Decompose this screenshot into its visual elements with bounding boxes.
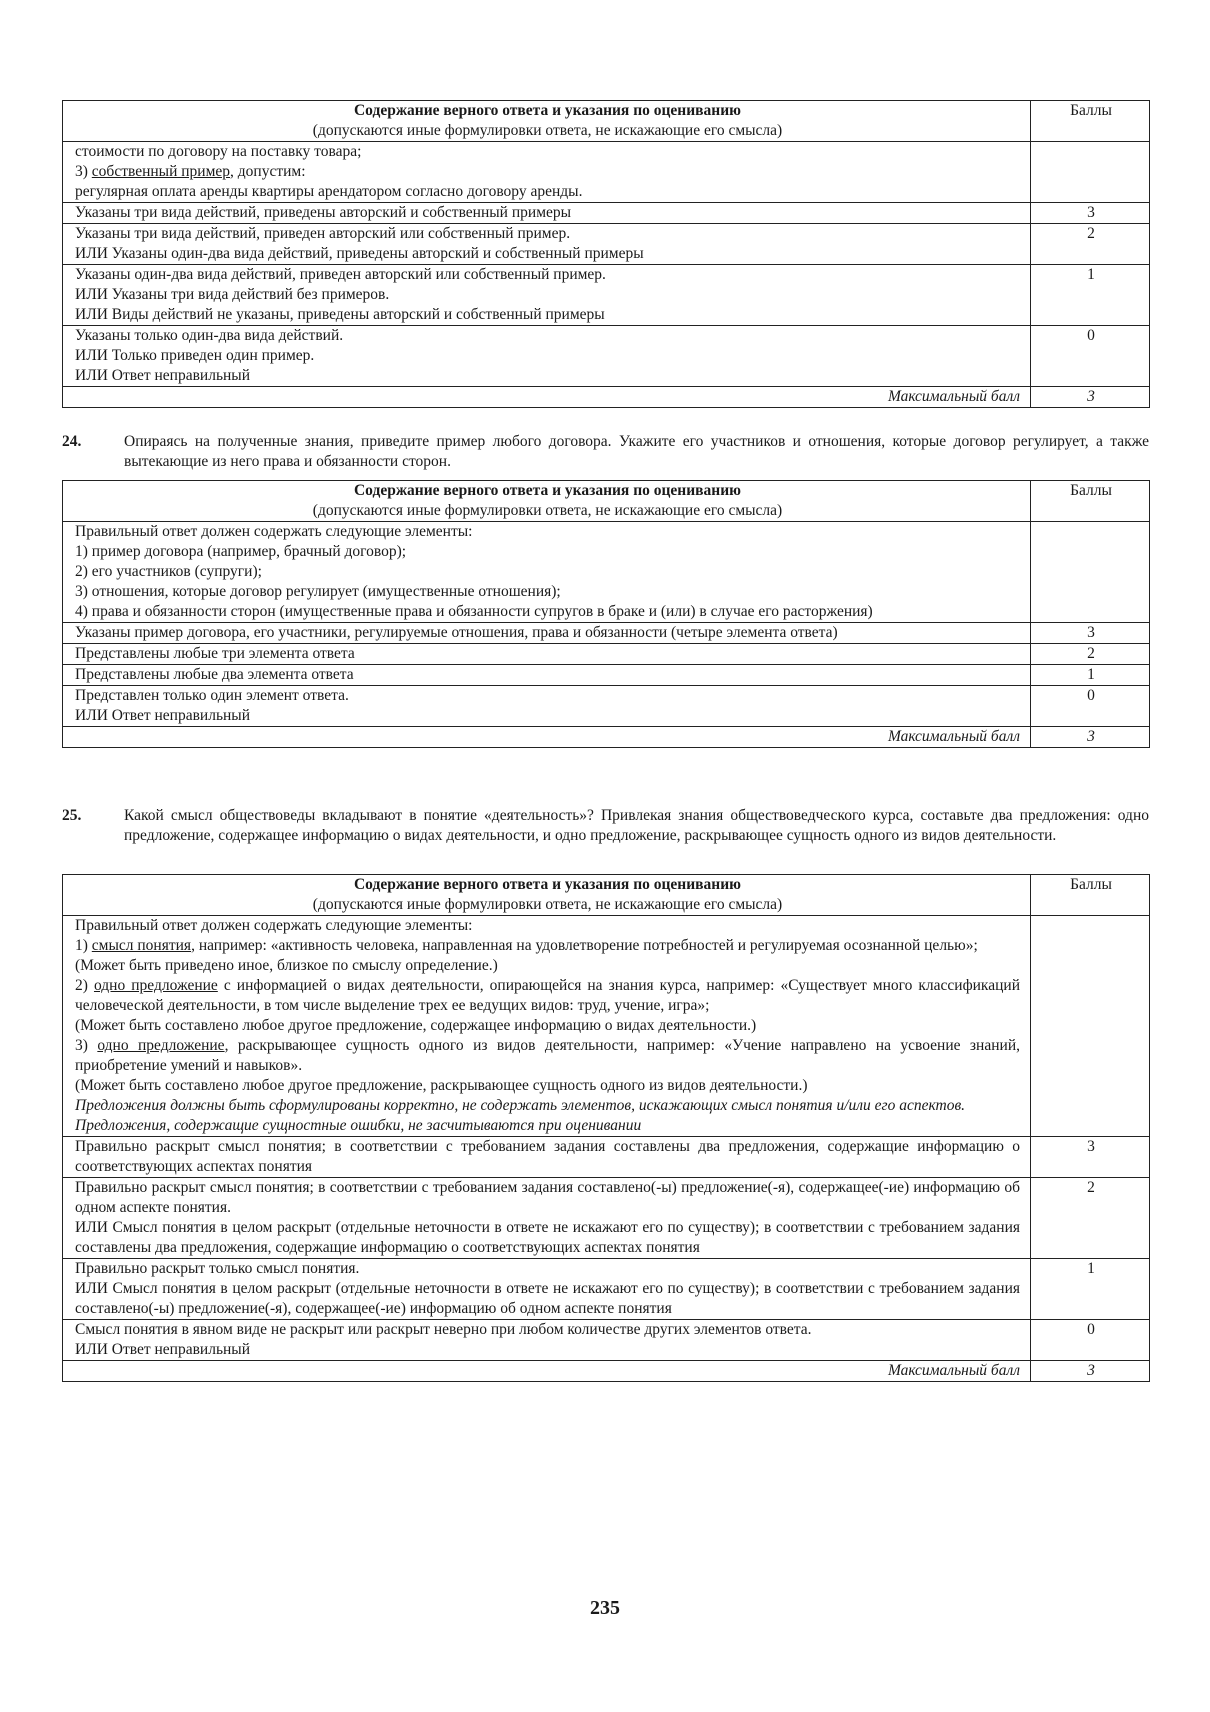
elements-intro: Правильный ответ должен содержать следующие элементы: (75, 523, 473, 540)
underlined-term: собственный пример (91, 163, 231, 180)
question-number: 24. (62, 433, 82, 450)
answer-content (63, 142, 1031, 203)
criterion-text: ИЛИ Только приведен один пример. (75, 347, 315, 364)
table-header-row (63, 481, 1150, 522)
criterion-text: Представлен только один элемент ответа. (75, 687, 349, 704)
answer-element: 4) права и обязанности сторон (имущественные права и обязанности супругов в браке и (или) в случае его расторжения) (75, 603, 873, 620)
italic-instruction: Предложения, содержащие сущностные ошибки, не засчитываются при оценивании (75, 1117, 642, 1134)
empty-score-cell (1031, 522, 1150, 623)
page-number: 235 (590, 1597, 620, 1619)
element-note: (Может быть составлено любое другое предложение, раскрывающее сущность одного из видов деятельности.) (75, 1077, 808, 1094)
element-note: (Может быть приведено иное, близкое по смыслу определение.) (75, 957, 498, 974)
score-value: 0 (1031, 1320, 1150, 1361)
max-score-label: Максимальный балл (63, 1361, 1031, 1382)
criterion-text: Представлены любые два элемента ответа (75, 666, 354, 683)
criteria-header (63, 875, 1031, 916)
content-line: 3) собственный пример, допустим: (75, 163, 306, 180)
criteria-header (63, 481, 1031, 522)
score-row (63, 644, 1150, 665)
content-line: регулярная оплата аренды квартиры арендатором согласно договору аренды. (75, 183, 583, 200)
question-25 (62, 806, 1149, 846)
table-header-row (63, 875, 1150, 916)
element-text: , например: «активность человека, направленная на удовлетворение потребностей и регулируемая осознанной целью»; (191, 937, 978, 954)
criteria-header-title: Содержание верного ответа и указания по оцениванию (353, 102, 741, 119)
criterion-text: Правильно раскрыт смысл понятия; в соответствии с требованием задания составлено(-ы) предложение(-я), содержащее(-ие) информацию об одном аспекте понятия. (75, 1179, 1020, 1216)
answer-element: 1) пример договора (например, брачный договор); (75, 543, 407, 560)
score-row (63, 265, 1150, 326)
underlined-term: одно предложение (97, 1037, 225, 1054)
criterion-text: ИЛИ Смысл понятия в целом раскрыт (отдельные неточности в ответе не искажают его по существу); в соответствии с требованием задания составлены два предложения, содержащие информацию о соответствующих аспектах понятия (75, 1219, 1020, 1256)
score-row (63, 686, 1150, 727)
max-score-value: 3 (1031, 727, 1150, 748)
criterion-text: ИЛИ Указаны один-два вида действий, приведены авторский и собственный примеры (75, 245, 644, 262)
element-number: 1) (75, 937, 92, 954)
element-note: (Может быть составлено любое другое предложение, содержащее информацию о видах деятельности.) (75, 1017, 757, 1034)
points-header: Баллы (1031, 101, 1150, 142)
score-value: 3 (1031, 623, 1150, 644)
criterion-text: Указаны пример договора, его участники, регулируемые отношения, права и обязанности (четыре элемента ответа) (75, 624, 838, 641)
score-value: 2 (1031, 224, 1150, 265)
question-text: Опираясь на полученные знания, приведите пример любого договора. Укажите его участников и отношения, которые договор регулирует, а также вытекающие из него права и обязанности сторон. (124, 433, 1149, 470)
criterion-text: Указаны три вида действий, приведены авторский и собственный примеры (75, 204, 572, 221)
answer-elements-row (63, 522, 1150, 623)
elements-intro: Правильный ответ должен содержать следующие элементы: (75, 917, 473, 934)
criteria-header-subtitle: (допускаются иные формулировки ответа, не искажающие его смысла) (312, 896, 783, 913)
grading-table-24 (62, 480, 1150, 748)
question-text: Какой смысл обществоведы вкладывают в понятие «деятельность»? Привлекая знания обществоведческого курса, составьте два предложения: одно предложение, содержащее информацию о видах деятельности, и одно предложение, раскрывающее сущность одного из видов деятельности. (124, 807, 1149, 844)
score-value: 0 (1031, 326, 1150, 387)
grading-table-23 (62, 100, 1150, 408)
criterion-text: Правильно раскрыт только смысл понятия. (75, 1260, 360, 1277)
element-text: с информацией о видах деятельности, опирающейся на знания курса, например: «Существует много классификаций человеческой деятельности, в том числе выделение трех ее ведущих видов: труд, учение, игра»; (75, 977, 1020, 1014)
criterion-text: ИЛИ Указаны три вида действий без примеров. (75, 286, 390, 303)
underlined-term: одно предложение (93, 977, 218, 994)
criteria-header-title: Содержание верного ответа и указания по оцениванию (353, 482, 741, 499)
score-row (63, 326, 1150, 387)
max-score-label: Максимальный балл (63, 727, 1031, 748)
criterion-text: ИЛИ Виды действий не указаны, приведены авторский и собственный примеры (75, 306, 605, 323)
score-row (63, 623, 1150, 644)
score-value: 1 (1031, 265, 1150, 326)
answer-element (75, 936, 1020, 956)
points-header: Баллы (1031, 481, 1150, 522)
answer-elements (63, 522, 1031, 623)
question-24 (62, 432, 1149, 472)
score-value: 1 (1031, 665, 1150, 686)
question-number: 25. (62, 807, 82, 824)
empty-score-cell (1031, 142, 1150, 203)
score-value: 2 (1031, 1178, 1150, 1259)
max-score-row (63, 727, 1150, 748)
answer-elements (63, 916, 1031, 1137)
answer-element: 2) его участников (супруги); (75, 563, 262, 580)
score-row (63, 665, 1150, 686)
answer-elements-row (63, 916, 1150, 1137)
empty-score-cell (1031, 916, 1150, 1137)
criterion-text: Указаны один-два вида действий, приведен авторский или собственный пример. (75, 266, 606, 283)
criterion-text: Представлены любые три элемента ответа (75, 645, 355, 662)
score-row (63, 1178, 1150, 1259)
max-score-row (63, 387, 1150, 408)
italic-instruction: Предложения должны быть сформулированы корректно, не содержать элементов, искажающих смысл понятия и/или его аспектов. (75, 1097, 966, 1114)
criterion-text: ИЛИ Ответ неправильный (75, 707, 251, 724)
score-value: 0 (1031, 686, 1150, 727)
criterion-text: Смысл понятия в явном виде не раскрыт или раскрыт неверно при любом количестве других элементов ответа. (75, 1321, 812, 1338)
score-value: 2 (1031, 644, 1150, 665)
criterion-text: Указаны три вида действий, приведен авторский или собственный пример. (75, 225, 571, 242)
max-score-label: Максимальный балл (63, 387, 1031, 408)
criterion-text: ИЛИ Ответ неправильный (75, 1341, 251, 1358)
criterion-text: Правильно раскрыт смысл понятия; в соответствии с требованием задания составлены два предложения, содержащие информацию о соответствующих аспектах понятия (75, 1138, 1020, 1175)
score-row (63, 203, 1150, 224)
table-header-row (63, 101, 1150, 142)
max-score-value: 3 (1031, 1361, 1150, 1382)
criteria-header (63, 101, 1031, 142)
max-score-value: 3 (1031, 387, 1150, 408)
criteria-header-title: Содержание верного ответа и указания по оцениванию (353, 876, 741, 893)
underlined-term: смысл понятия (91, 937, 192, 954)
answer-element: 3) отношения, которые договор регулирует (имущественные отношения); (75, 583, 561, 600)
criterion-text: Указаны только один-два вида действий. (75, 327, 344, 344)
score-value: 3 (1031, 203, 1150, 224)
max-score-row (63, 1361, 1150, 1382)
score-row (63, 224, 1150, 265)
criteria-header-subtitle: (допускаются иные формулировки ответа, не искажающие его смысла) (312, 122, 783, 139)
answer-element (75, 1036, 1020, 1076)
criterion-text: ИЛИ Ответ неправильный (75, 367, 251, 384)
score-row (63, 1137, 1150, 1178)
grading-table-25 (62, 874, 1150, 1382)
points-header: Баллы (1031, 875, 1150, 916)
content-line: стоимости по договору на поставку товара; (75, 143, 362, 160)
element-number: 2) (75, 977, 94, 994)
score-value: 3 (1031, 1137, 1150, 1178)
answer-element (75, 976, 1020, 1016)
answer-content-row (63, 142, 1150, 203)
criteria-header-subtitle: (допускаются иные формулировки ответа, не искажающие его смысла) (312, 502, 783, 519)
score-row (63, 1320, 1150, 1361)
criterion-text: ИЛИ Смысл понятия в целом раскрыт (отдельные неточности в ответе не искажают его по существу); в соответствии с требованием задания составлено(-ы) предложение(-я), содержащее(-ие) информацию об одном аспекте понятия (75, 1280, 1020, 1317)
score-value: 1 (1031, 1259, 1150, 1320)
element-number: 3) (75, 1037, 98, 1054)
score-row (63, 1259, 1150, 1320)
element-text: , раскрывающее сущность одного из видов деятельности, например: «Учение направлено на усвоение знаний, приобретение умений и навыков». (75, 1037, 1020, 1074)
